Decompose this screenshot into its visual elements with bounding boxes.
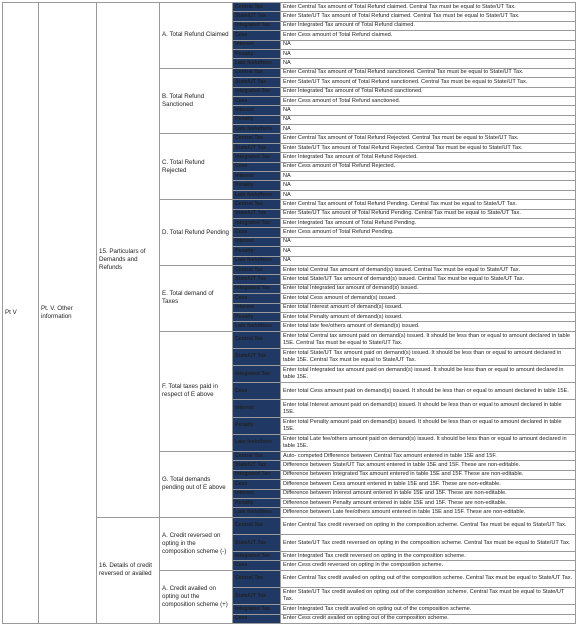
instruction-text: NA: [281, 106, 576, 115]
instruction-text: Difference between Integrated Tax amount entered in table 15E and 15F. These are non-editable.: [281, 470, 576, 479]
tax-head-label: State/UT Tax: [233, 348, 281, 365]
tax-head-label: Penalty: [233, 498, 281, 507]
instruction-text: Enter Integrated Tax amount of Total Refund sanctioned.: [281, 87, 576, 96]
tax-head-label: Penalty: [233, 181, 281, 190]
tax-head-label: Cess: [233, 162, 281, 171]
instruction-text: NA: [281, 181, 576, 190]
tax-head-label: State/UT Tax: [233, 12, 281, 21]
tax-head-label: State/UT Tax: [233, 209, 281, 218]
instruction-text: Enter total Cess amount paid on demand(s) issued. It should be less than or equal to amount declared in table 15E.: [281, 383, 576, 400]
tax-head-label: Cess: [233, 294, 281, 303]
instruction-text: NA: [281, 237, 576, 246]
tax-head-label: Interest: [233, 106, 281, 115]
tax-head-label: Cess: [233, 480, 281, 489]
tax-head-label: State/UT Tax: [233, 534, 281, 551]
tax-head-label: State/UT Tax: [233, 461, 281, 470]
tax-head-label: Central Tax: [233, 517, 281, 534]
section-title-cell: 15. Particulars of Demands and Refunds: [97, 3, 160, 518]
instruction-text: NA: [281, 172, 576, 181]
instruction-text: Difference between Cess amount entered in table 15E and 15F. These are non-editable.: [281, 480, 576, 489]
instruction-text: Enter total Interest amount of demand(s) issued.: [281, 303, 576, 312]
instruction-text: NA: [281, 115, 576, 124]
tax-head-label: Late fee/others: [233, 508, 281, 517]
instruction-text: Enter Cess amount of Total Refund Rejected.: [281, 162, 576, 171]
instruction-text: Enter Central Tax amount of Total Refund sanctioned. Central Tax must be equal to State/UT Tax.: [281, 68, 576, 77]
tax-head-label: Central Tax: [233, 451, 281, 460]
instruction-text: Enter State/UT Tax amount of Total Refund sanctioned. Central Tax must be equal to State/UT Tax.: [281, 78, 576, 87]
tax-head-label: Integrated Tax: [233, 366, 281, 383]
part-cell: Pt V: [3, 3, 39, 624]
tax-head-label: Central Tax: [233, 134, 281, 143]
instruction-text: Difference between Late fee/others amount entered in table 15E and 15F. These are non-editable.: [281, 508, 576, 517]
instruction-text: Difference between State/UT Tax amount entered in table 15E and 15F. These are non-editable.: [281, 461, 576, 470]
tax-head-label: Interest: [233, 40, 281, 49]
item-title-cell: E. Total demand of Taxes: [160, 265, 233, 331]
instruction-text: Auto- competed Difference between Central Tax amount entered in table 15E and 15F.: [281, 451, 576, 460]
page: [0, 2, 577, 622]
tax-head-label: Cess: [233, 614, 281, 623]
item-title-cell: D. Total Refund Pending: [160, 200, 233, 266]
item-title-cell: A. Credit reversed on opting in the composition scheme (-): [160, 517, 233, 570]
instruction-text: Enter total Central tax amount paid on demand(s) issued. It should be less than or equal to amount declared in table 15E. Central Tax must be equal to State/UT Tax.: [281, 331, 576, 348]
tax-head-label: State/UT Tax: [233, 78, 281, 87]
instruction-text: Enter total late fee/others amount of demand(s) issued.: [281, 322, 576, 331]
instruction-text: NA: [281, 190, 576, 199]
tax-head-label: Integrated Tax: [233, 552, 281, 561]
tax-head-label: Late fee/others: [233, 256, 281, 265]
instruction-text: Enter total Interest amount paid on demand(s) issued. It should be less than or equal to amount declared in table 15E.: [281, 400, 576, 417]
instruction-text: Enter Cess credit reversed on opting in the composition scheme.: [281, 561, 576, 570]
instruction-text: Enter Cess credit availed on opting out of the composition scheme.: [281, 614, 576, 623]
instruction-text: Enter Integrated Tax credit reversed on opting in the composition scheme.: [281, 552, 576, 561]
tax-head-label: Integrated Tax: [233, 87, 281, 96]
tax-head-label: Cess: [233, 96, 281, 105]
tax-head-label: State/UT Tax: [233, 588, 281, 605]
instruction-text: Enter State/UT Tax amount of Total Refund Pending. Central Tax must be equal to State/UT Tax.: [281, 209, 576, 218]
tax-head-label: Integrated Tax: [233, 470, 281, 479]
instruction-text: Enter Central Tax amount of Total Refund Rejected. Central Tax must be equal to State/UT Tax.: [281, 134, 576, 143]
tax-head-label: Cess: [233, 31, 281, 40]
table-row: [3, 3, 576, 12]
tax-head-label: Late fee/others: [233, 434, 281, 451]
item-title-cell: A. Credit availed on opting out the composition scheme (+): [160, 570, 233, 623]
instruction-text: Difference between Interest amount entered in table 15E and 15F. These are non-editable.: [281, 489, 576, 498]
instruction-text: Enter Central Tax credit availed on opting out of the composition scheme. Central Tax must be equal to State/UT Tax.: [281, 570, 576, 587]
item-title-cell: C. Total Refund Rejected: [160, 134, 233, 200]
gstr9-instructions-table: [2, 2, 576, 624]
tax-head-label: Late fee/others: [233, 322, 281, 331]
instruction-text: Enter Central Tax amount of Total Refund Pending. Central Tax must be equal to State/UT Tax.: [281, 200, 576, 209]
tax-head-label: Cess: [233, 383, 281, 400]
tax-head-label: Penalty: [233, 312, 281, 321]
instruction-text: Enter total Integrated tax amount paid on demand(s) issued. It should be less than or equal to amount declared in table 15E.: [281, 366, 576, 383]
instruction-text: Enter Integrated Tax amount of Total Refund Pending.: [281, 218, 576, 227]
tax-head-label: Interest: [233, 237, 281, 246]
item-title-cell: F. Total taxes paid in respect of E above: [160, 331, 233, 451]
instruction-text: Enter State/UT Tax credit reversed on opting in the composition scheme. Central Tax must be equal to State/UT Tax.: [281, 534, 576, 551]
instruction-text: Enter State/UT Tax amount of Total Refund claimed. Central Tax must be equal to State/UT Tax.: [281, 12, 576, 21]
instruction-text: Enter total Late fee/others amount paid on demand(s) issued. It should be less than or equal to amount declared in table 15E.: [281, 434, 576, 451]
tax-head-label: Interest: [233, 303, 281, 312]
tax-head-label: Integrated Tax: [233, 284, 281, 293]
instruction-text: NA: [281, 125, 576, 134]
tax-head-label: State/UT Tax: [233, 275, 281, 284]
item-title-cell: G. Total demands pending out of E above: [160, 451, 233, 517]
tax-head-label: Late fee/others: [233, 190, 281, 199]
tax-head-label: Central Tax: [233, 570, 281, 587]
tax-head-label: Interest: [233, 172, 281, 181]
instruction-text: Enter total Penalty amount of demand(s) issued.: [281, 312, 576, 321]
instruction-text: Enter total State/UT Tax amount paid on demand(s) issued. It should be less than or equal to amount declared in table 15E. Central Tax must be equal to State/UT Tax.: [281, 348, 576, 365]
tax-head-label: Late fee/others: [233, 125, 281, 134]
instruction-text: Enter Integrated Tax amount of Total Refund claimed.: [281, 21, 576, 30]
instruction-text: NA: [281, 40, 576, 49]
instruction-text: Enter total Cess amount of demand(s) issued.: [281, 294, 576, 303]
sub-part-cell: Pt. V. Other information: [39, 3, 97, 624]
item-title-cell: A. Total Refund Claimed: [160, 3, 233, 69]
tax-head-label: Central Tax: [233, 3, 281, 12]
instruction-text: Enter Integrated Tax amount of Total Refund Rejected.: [281, 153, 576, 162]
tax-head-label: Penalty: [233, 417, 281, 434]
tax-head-label: Integrated Tax: [233, 21, 281, 30]
tax-head-label: Penalty: [233, 115, 281, 124]
instruction-text: Enter Cess amount of Total Refund sanctioned.: [281, 96, 576, 105]
tax-head-label: Cess: [233, 228, 281, 237]
instruction-text: Enter Cess amount of Total Refund Pending.: [281, 228, 576, 237]
instruction-text: Enter Cess amount of Total Refund claimed.: [281, 31, 576, 40]
tax-head-label: Integrated Tax: [233, 153, 281, 162]
instruction-text: Enter State/UT Tax amount of Total Refund Rejected. Central Tax must be equal to State/UT Tax.: [281, 143, 576, 152]
tax-head-label: Integrated Tax: [233, 605, 281, 614]
instruction-text: Enter State/UT Tax credit availed on opting out of the composition scheme. Central Tax must be equal to State/UT Tax.: [281, 588, 576, 605]
tax-head-label: Cess: [233, 561, 281, 570]
table-body: [3, 3, 576, 624]
tax-head-label: Integrated Tax: [233, 218, 281, 227]
tax-head-label: Penalty: [233, 247, 281, 256]
instruction-text: Enter total State/UT Tax amount of demand(s) issued. Central Tax must be equal to State/UT Tax.: [281, 275, 576, 284]
instruction-text: Enter total Integrated tax amount of demand(s) issued.: [281, 284, 576, 293]
instruction-text: NA: [281, 49, 576, 58]
instruction-text: NA: [281, 59, 576, 68]
instruction-text: Enter Central Tax amount of Total Refund claimed. Central Tax must be equal to State/UT Tax.: [281, 3, 576, 12]
tax-head-label: Interest: [233, 489, 281, 498]
tax-head-label: Late fee/others: [233, 59, 281, 68]
instruction-text: Difference between Penalty amount entered in table 15E and 15F. These are non-editable.: [281, 498, 576, 507]
instruction-text: NA: [281, 247, 576, 256]
instruction-text: NA: [281, 256, 576, 265]
item-title-cell: B. Total Refund Sanctioned: [160, 68, 233, 134]
section-title-cell: 16. Details of credit reversed or availed: [97, 517, 160, 623]
instruction-text: Enter total Penalty amount paid on demand(s) issued. It should be less than or equal to amount declared in table 15E.: [281, 417, 576, 434]
tax-head-label: Central Tax: [233, 68, 281, 77]
instruction-text: Enter Integrated Tax credit availed on opting out of the composition scheme.: [281, 605, 576, 614]
instruction-text: Enter Central Tax credit reversed on opting in the composition scheme. Central Tax must be equal to State/UT Tax.: [281, 517, 576, 534]
tax-head-label: State/UT Tax: [233, 143, 281, 152]
instruction-text: Enter total Central Tax amount of demand(s) issued. Central Tax must be equal to State/UT Tax.: [281, 265, 576, 274]
tax-head-label: Central Tax: [233, 200, 281, 209]
tax-head-label: Penalty: [233, 49, 281, 58]
tax-head-label: Interest: [233, 400, 281, 417]
tax-head-label: Central Tax: [233, 331, 281, 348]
tax-head-label: Central Tax: [233, 265, 281, 274]
